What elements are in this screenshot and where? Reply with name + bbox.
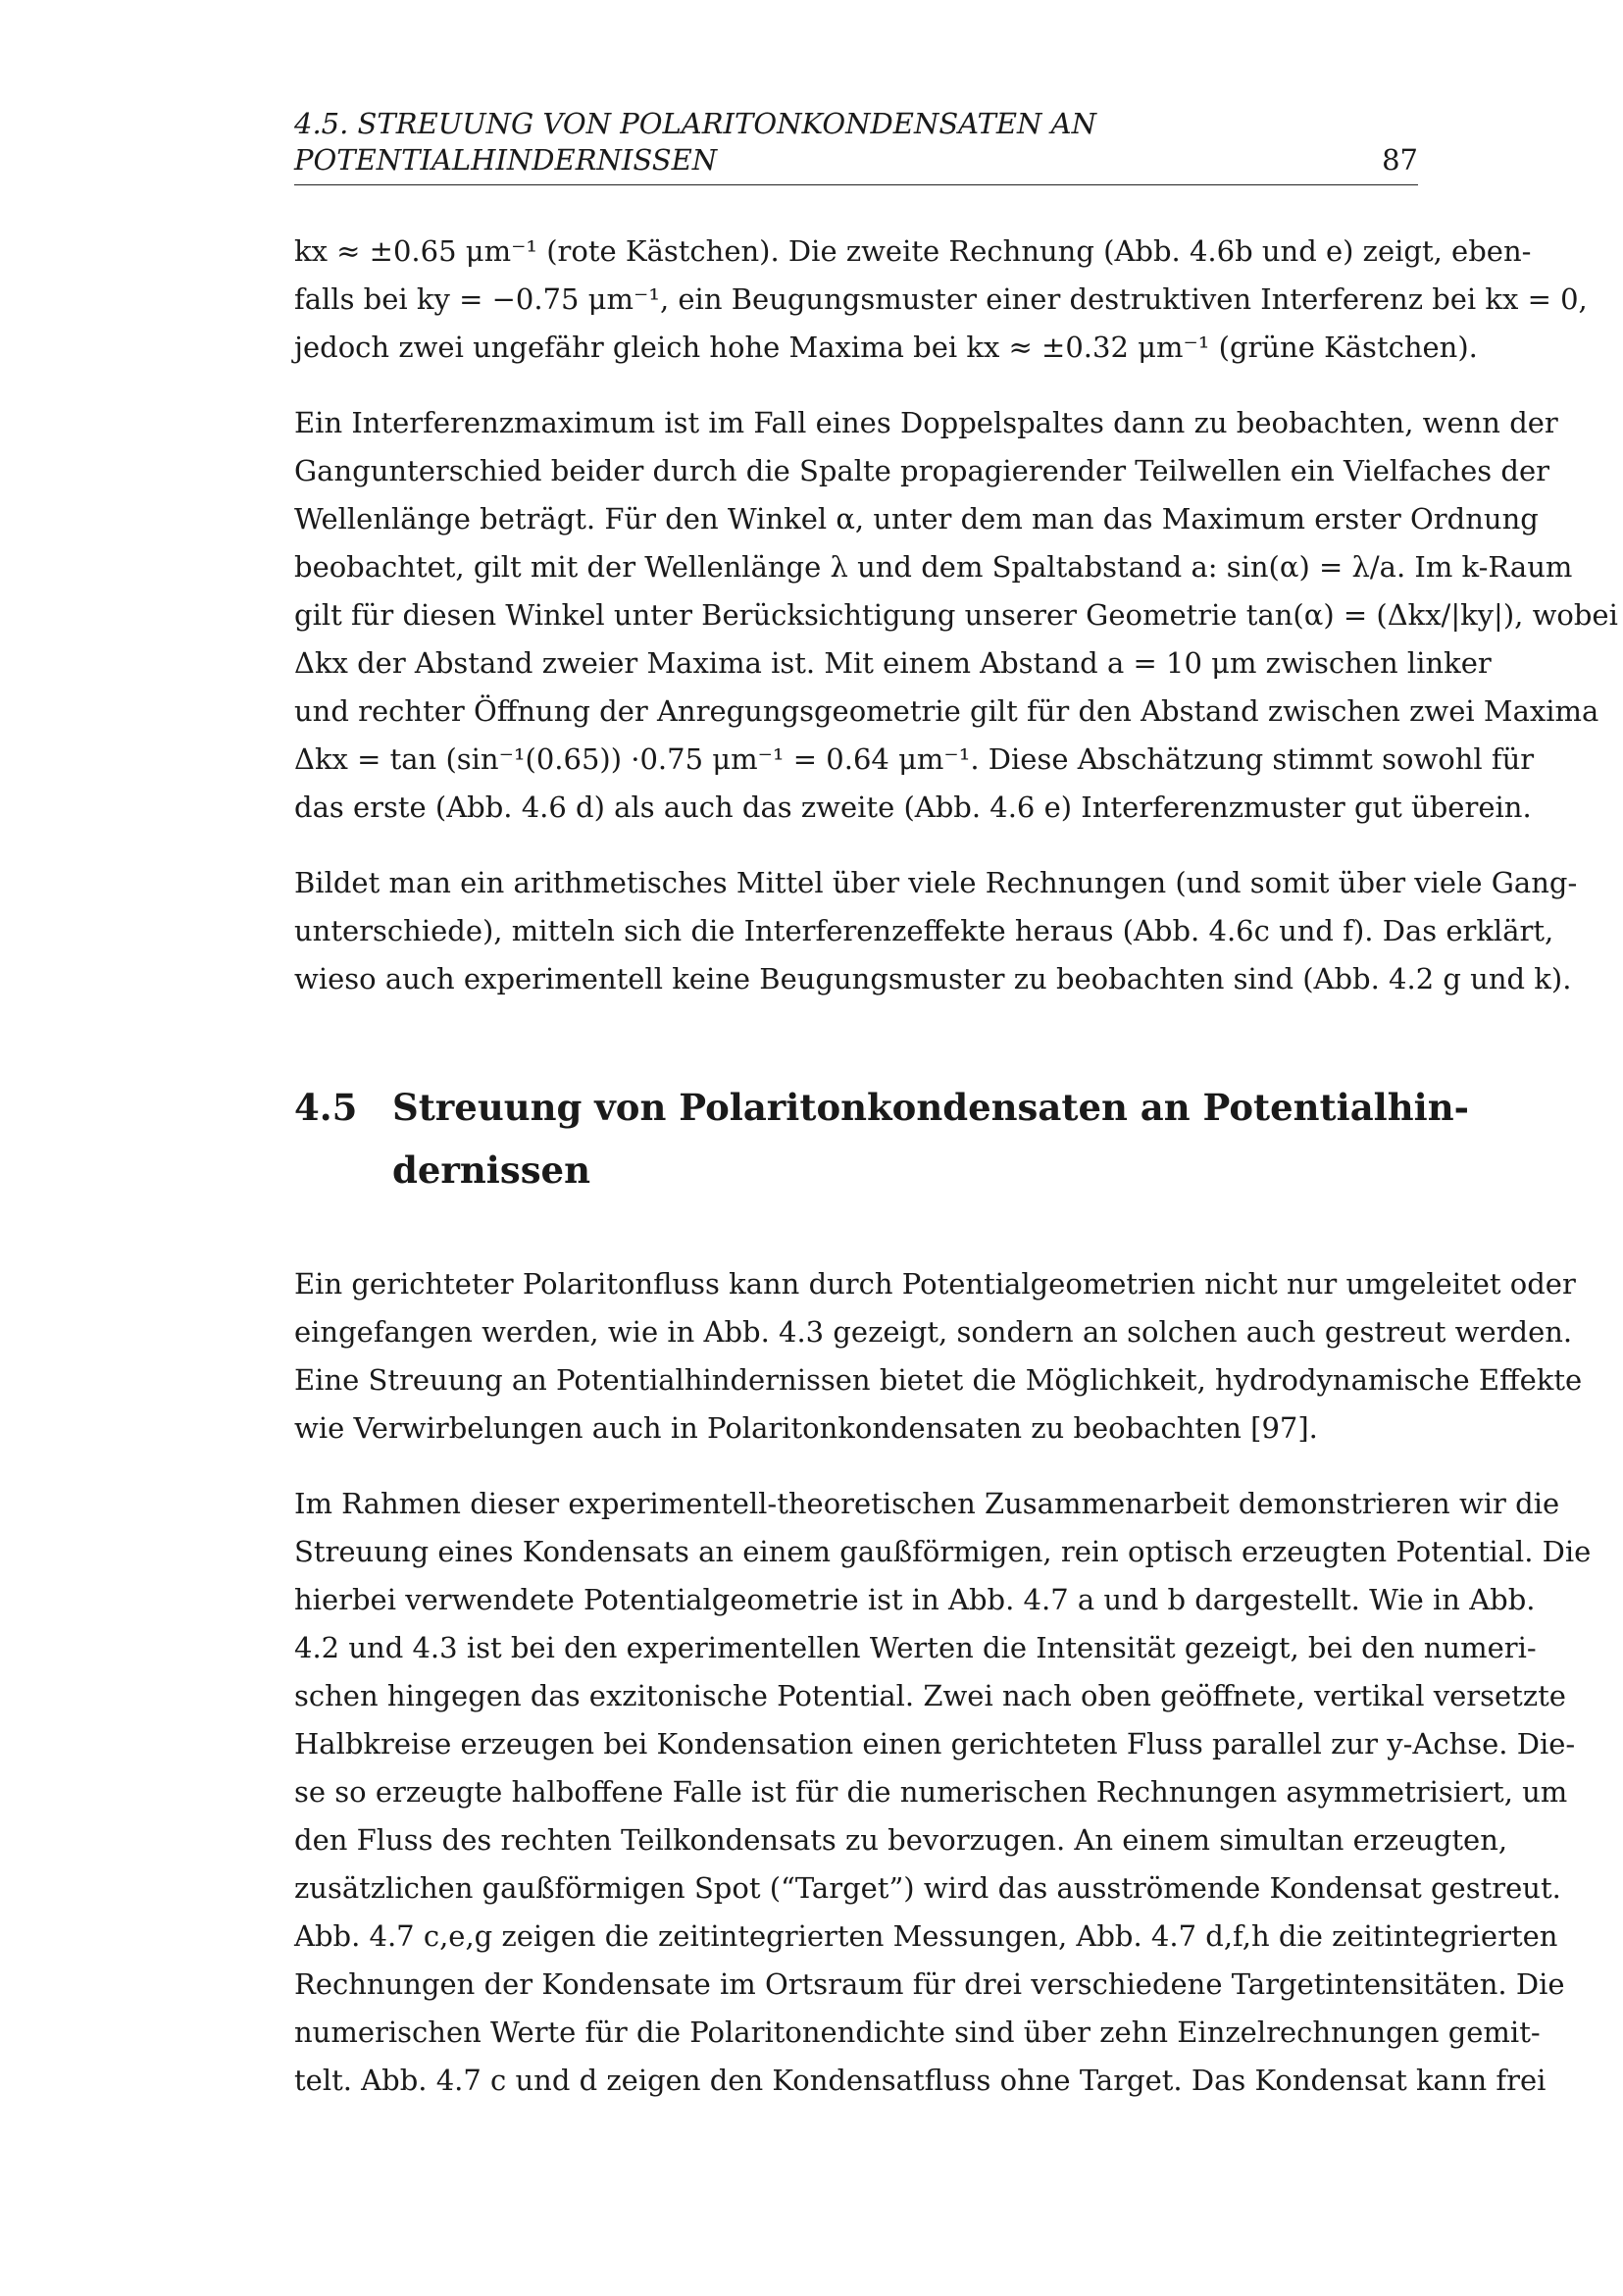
text-line: falls bei ky = −0.75 μm⁻¹, ein Beugungsmuster einer destruktiven Interferenz bei kx = 0, <box>294 282 1588 316</box>
text-line: Δkx der Abstand zweier Maxima ist. Mit einem Abstand a = 10 μm zwischen linker <box>294 646 1492 680</box>
text-line: Bildet man ein arithmetisches Mittel über viele Rechnungen (und somit über viele Gang- <box>294 866 1578 899</box>
text-line: Abb. 4.7 c,e,g zeigen die zeitintegrierten Messungen, Abb. 4.7 d,f,h die zeitintegrierten <box>294 1919 1558 1953</box>
text-line: Streuung eines Kondensats an einem gaußförmigen, rein optisch erzeugten Potential. Die <box>294 1535 1592 1568</box>
text-line: Wellenlänge beträgt. Für den Winkel α, unter dem man das Maximum erster Ordnung <box>294 502 1539 536</box>
paragraph <box>294 859 1578 1003</box>
paragraph-gap <box>294 372 1418 399</box>
paragraph <box>294 1480 1592 2105</box>
paragraph-gap <box>294 1453 1418 1480</box>
text-line: numerischen Werte für die Polaritonendichte sind über zehn Einzelrechnungen gemit- <box>294 2015 1541 2049</box>
text-line: Rechnungen der Kondensate im Ortsraum für drei verschiedene Targetintensitäten. Die <box>294 1967 1565 2001</box>
text-line: jedoch zwei ungefähr gleich hohe Maxima bei kx ≈ ±0.32 μm⁻¹ (grüne Kästchen). <box>294 331 1478 364</box>
section-heading <box>294 1076 1469 1201</box>
text-line: Eine Streuung an Potentialhindernissen bietet die Möglichkeit, hydrodynamische Effekte <box>294 1363 1583 1397</box>
text-line: se so erzeugte halboffene Falle ist für die numerischen Rechnungen asymmetrisiert, um <box>294 1775 1568 1809</box>
text-line: wie Verwirbelungen auch in Polaritonkondensaten zu beobachten [97]. <box>294 1411 1318 1445</box>
text-line: Halbkreise erzeugen bei Kondensation einen gerichteten Fluss parallel zur y-Achse. Die- <box>294 1727 1576 1760</box>
text-line: Δkx = tan (sin⁻¹(0.65)) ·0.75 μm⁻¹ = 0.64 μm⁻¹. Diese Abschätzung stimmt sowohl für <box>294 742 1535 776</box>
page-number: 87 <box>1382 143 1418 177</box>
text-line: Ein Interferenzmaximum ist im Fall eines Doppelspaltes dann zu beobachten, wenn der <box>294 406 1558 439</box>
text-line: und rechter Öffnung der Anregungsgeometrie gilt für den Abstand zwischen zwei Maxima <box>294 694 1599 728</box>
text-line: wieso auch experimentell keine Beugungsmuster zu beobachten sind (Abb. 4.2 g und k). <box>294 962 1572 995</box>
text-line: beobachtet, gilt mit der Wellenlänge λ und dem Spaltabstand a: sin(α) = λ/a. Im k-Raum <box>294 550 1573 584</box>
paragraph <box>294 228 1588 372</box>
text-line: eingefangen werden, wie in Abb. 4.3 gezeigt, sondern an solchen auch gestreut werden. <box>294 1315 1573 1349</box>
section-title-line-2: dernissen <box>392 1148 590 1192</box>
text-line: zusätzlichen gaußförmigen Spot (“Target”) wird das ausströmende Kondensat gestreut. <box>294 1871 1561 1905</box>
text-line: hierbei verwendete Potentialgeometrie ist in Abb. 4.7 a und b dargestellt. Wie in Abb. <box>294 1583 1536 1616</box>
paragraph-gap <box>294 832 1418 859</box>
text-line: Gangunterschied beider durch die Spalte propagierender Teilwellen ein Vielfaches der <box>294 454 1549 487</box>
section-number: 4.5 <box>294 1086 358 1129</box>
paragraph <box>294 399 1618 832</box>
text-line: gilt für diesen Winkel unter Berücksichtigung unserer Geometrie tan(α) = (Δkx/|ky|), wobei <box>294 598 1618 632</box>
text-line: kx ≈ ±0.65 μm⁻¹ (rote Kästchen). Die zweite Rechnung (Abb. 4.6b und e) zeigt, eben- <box>294 234 1532 268</box>
text-line: Im Rahmen dieser experimentell-theoretischen Zusammenarbeit demonstrieren wir die <box>294 1487 1560 1520</box>
text-line: 4.2 und 4.3 ist bei den experimentellen Werten die Intensität gezeigt, bei den numeri- <box>294 1631 1537 1664</box>
text-line: telt. Abb. 4.7 c und d zeigen den Kondensatfluss ohne Target. Das Kondensat kann frei <box>294 2064 1547 2097</box>
text-line: den Fluss des rechten Teilkondensats zu bevorzugen. An einem simultan erzeugten, <box>294 1823 1508 1857</box>
running-head <box>294 106 1418 179</box>
paragraphs-before-section <box>294 228 1618 1003</box>
running-head-line-1: 4.5. STREUUNG VON POLARITONKONDENSATEN AN <box>294 107 1096 140</box>
text-line: das erste (Abb. 4.6 d) als auch das zweite (Abb. 4.6 e) Interferenzmuster gut überein. <box>294 791 1532 824</box>
running-head-line-2: POTENTIALHINDERNISSEN <box>294 143 718 177</box>
text-line: schen hingegen das exzitonische Potential. Zwei nach oben geöffnete, vertikal versetzte <box>294 1679 1566 1712</box>
text-line: Ein gerichteter Polaritonfluss kann durch Potentialgeometrien nicht nur umgeleitet oder <box>294 1267 1576 1301</box>
paragraph <box>294 1260 1583 1453</box>
section-title-line-1: Streuung von Polaritonkondensaten an Potentialhin- <box>392 1086 1469 1129</box>
body-text <box>294 228 1618 2105</box>
header-rule <box>294 184 1418 185</box>
text-line: unterschiede), mitteln sich die Interferenzeffekte heraus (Abb. 4.6c und f). Das erklärt, <box>294 914 1554 947</box>
paragraphs-after-section <box>294 1260 1592 2105</box>
